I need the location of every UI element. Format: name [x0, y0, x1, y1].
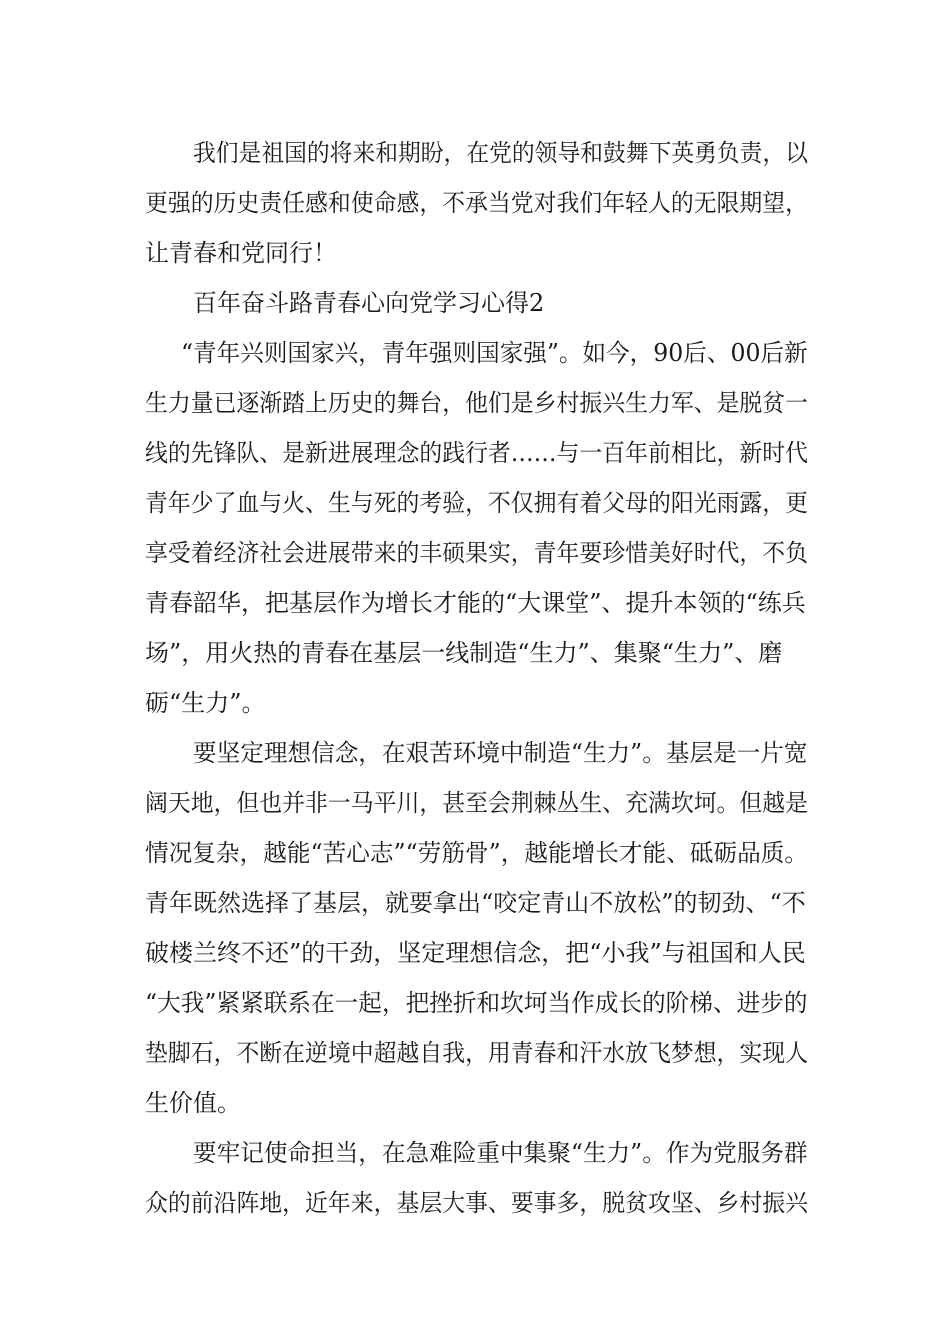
text-line: 享受着经济社会进展带来的丰硕果实，青年要珍惜美好时代，不负 [145, 539, 809, 567]
text-line: 青年既然选择了基层，就要拿出“咬定青山不放松”的韧劲、“不 [145, 889, 806, 917]
text-line: 生价值。 [145, 1089, 241, 1117]
text-line: 更强的历史责任感和使命感，不承当党对我们年轻人的无限期望， [145, 189, 809, 217]
text-line: 生力量已逐渐踏上历史的舞台，他们是乡村振兴生力军、是脱贫一 [145, 389, 809, 417]
text-line: 我们是祖国的将来和期盼，在党的领导和鼓舞下英勇负责，以 [193, 139, 809, 167]
text-line: 众的前沿阵地，近年来，基层大事、要事多，脱贫攻坚、乡村振兴 [145, 1189, 809, 1217]
text-line: 让青春和党同行！ [145, 239, 337, 267]
text-line: 青年少了血与火、生与死的考验，不仅拥有着父母的阳光雨露，更 [145, 489, 809, 517]
text-line: 要牢记使命担当，在急难险重中集聚“生力”。作为党服务群 [193, 1139, 808, 1167]
text-line: 垫脚石，不断在逆境中超越自我，用青春和汗水放飞梦想，实现人 [145, 1039, 809, 1067]
text-line: 砺“生力”。 [145, 689, 266, 717]
text-line: 要坚定理想信念，在艰苦环境中制造“生力”。基层是一片宽 [193, 739, 808, 767]
text-line: 情况复杂，越能“苦心志”“劳筋骨”，越能增长才能、砥砺品质。 [145, 839, 809, 867]
text-line: 阔天地，但也并非一马平川，甚至会荆棘丛生、充满坎坷。但越是 [145, 789, 809, 817]
text-line: 线的先锋队、是新进展理念的践行者……与一百年前相比，新时代 [145, 439, 809, 467]
text-line: 场”，用火热的青春在基层一线制造“生力”、集聚“生力”、磨 [145, 639, 783, 667]
text-line: 破楼兰终不还”的干劲，坚定理想信念，把“小我”与祖国和人民 [145, 939, 806, 967]
text-line: “青年兴则国家兴，青年强则国家强”。如今，90后、00后新 [181, 339, 808, 367]
text-line: 青春韶华，把基层作为增长才能的“大课堂”、提升本领的“练兵 [145, 589, 806, 617]
section-heading: 百年奋斗路青春心向党学习心得2 [193, 289, 545, 317]
text-line: “大我”紧紧联系在一起，把挫折和坎坷当作成长的阶梯、进步的 [145, 989, 808, 1017]
